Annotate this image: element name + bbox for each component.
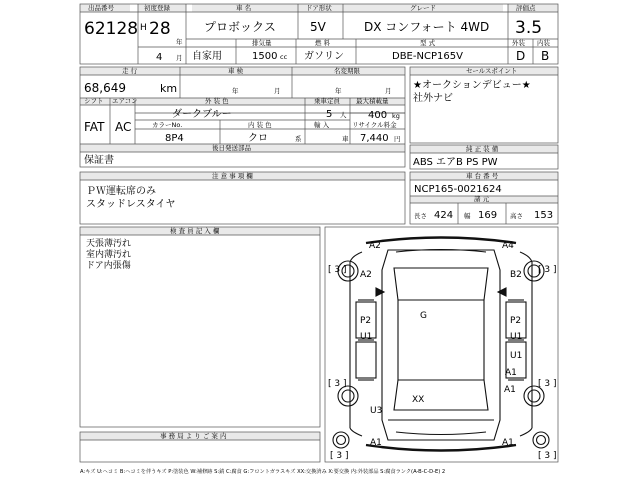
year-unit: 年 [176, 38, 183, 46]
model-code: DBE-NCP165V [392, 51, 463, 62]
notes-line-2: スタッドレスタイヤ [86, 199, 176, 210]
month-unit: 月 [176, 54, 183, 62]
insp-month-unit: 月 [274, 87, 281, 95]
mileage-label: 走 行 [122, 67, 138, 75]
tire-right-rear: [ 3 ] [538, 379, 557, 389]
name-label: 車 名 [236, 4, 252, 12]
reg-label: 初度登録 [144, 4, 170, 12]
ac: AC [115, 120, 132, 134]
disp-label: 排気量 [252, 39, 272, 47]
int-label: 内装 [537, 39, 550, 47]
change-month-unit: 月 [385, 87, 392, 95]
lot-number: 62128 [84, 19, 139, 39]
legend: A:キズ U:ヘコミ B:ヘコミを伴うキズ P:塗装色 W:補修跡 S:錆 C:腐食 G:フロントガラスキズ XX:交換済み X:要交換 内:外装部品 S:腐食ランク(A-B-C-D-E) 2 [80, 469, 446, 475]
mark-a1-right-rear: A1 [505, 368, 517, 378]
chassis-number: NCP165-0021624 [414, 184, 502, 195]
change-label: 名変期限 [334, 67, 360, 75]
mark-g-windshield: G [420, 311, 427, 321]
color: ダークブルー [172, 109, 232, 120]
import-label: 輸 入 [314, 121, 330, 129]
mark-u1-right-rear-door: U1 [510, 351, 523, 361]
tire-spare-right: [ 3 ] [538, 451, 557, 461]
mileage: 68,649 [84, 81, 126, 95]
load-label: 最大積載量 [356, 97, 389, 105]
width-value: 169 [478, 210, 498, 221]
interior-label: 内 装 色 [248, 121, 272, 129]
mark-a4-front-right: A4 [502, 241, 514, 251]
disp-unit: cc [280, 53, 288, 61]
mark-p2-left-door: P2 [360, 316, 372, 326]
usage: 自家用 [192, 51, 222, 62]
tire-spare-left: [ 3 ] [330, 451, 349, 461]
ac-label: エアコン [112, 97, 138, 105]
capacity-label: 乗車定員 [314, 97, 340, 105]
inspection-label: 車 検 [228, 67, 244, 75]
color-no: 8P4 [165, 133, 184, 144]
mark-a1-rear-right: A1 [502, 438, 514, 448]
height-label: 高さ [510, 212, 523, 220]
notes-label: 注 意 事 項 欄 [212, 172, 253, 180]
interior: クロ [248, 133, 268, 144]
model-label: 型 式 [420, 39, 436, 47]
color-no-label: カラーNo. [152, 121, 183, 129]
width-label: 幅 [464, 212, 471, 220]
mark-a1-right-quarter: A1 [504, 385, 516, 395]
tire-left-rear: [ 3 ] [328, 379, 347, 389]
later-docs-value: 保証書 [84, 155, 114, 166]
inspector-line-3: ドア内張傷 [86, 261, 131, 271]
sales-point-line-2: 社外ナビ [413, 93, 453, 104]
grade-label: グレード [410, 4, 436, 12]
shift-label: シフト [84, 97, 104, 105]
shift: FAT [84, 120, 105, 134]
mark-p2-right-door: P2 [510, 316, 522, 326]
office-label: 事 務 局 よ り ご 案 内 [160, 432, 227, 440]
equipment-label: 純 正 装 備 [466, 145, 499, 153]
recycle-label: リサイクル料金 [352, 121, 397, 129]
recycle-fee: 7,440 [360, 133, 389, 144]
mark-a2-left-fender: A2 [360, 270, 372, 280]
capacity-unit: 人 [340, 111, 347, 119]
displacement: 1500 [252, 51, 278, 62]
tire-left-front: [ 3 ] [328, 265, 347, 275]
ext-grade: D [516, 49, 526, 63]
inspector-line-2: 室内薄汚れ [86, 250, 132, 260]
fuel: ガソリン [304, 51, 344, 62]
inspector-label: 検 査 員 記 入 欄 [170, 227, 220, 235]
door-label: ドア形状 [306, 4, 332, 12]
mark-a2-front-left: A2 [369, 241, 381, 251]
grade: DX コンフォート 4WD [364, 20, 490, 34]
interior-unit: 系 [295, 135, 302, 143]
mileage-unit: km [160, 82, 178, 95]
sales-point-label: セールスポイント [466, 67, 518, 75]
length-label: 長さ [414, 212, 427, 220]
score-label: 評価点 [516, 4, 536, 12]
tire-right-front: [ 3 ] [538, 265, 557, 275]
reg-year: 28 [149, 19, 171, 39]
mark-xx-rear-gate: XX [412, 395, 425, 405]
inspector-line-1: 天張薄汚れ [86, 239, 132, 249]
sales-point-line-1: ★オークションデビュー★ [413, 80, 531, 91]
recycle-unit: 円 [394, 135, 401, 143]
mark-b2-right-fender: B2 [510, 270, 522, 280]
mark-u1-right-door: U1 [510, 332, 523, 342]
length-value: 424 [434, 210, 454, 221]
score: 3.5 [515, 18, 543, 38]
equipment-value: ABS エアB PS PW [413, 157, 498, 168]
reg-month: 4 [156, 52, 163, 63]
door-type: 5V [310, 20, 326, 34]
chassis-label: 車 台 番 号 [466, 172, 499, 180]
ext-label: 外装 [512, 39, 525, 47]
mark-u1-left-door: U1 [360, 332, 373, 342]
dims-label: 諸 元 [474, 195, 490, 203]
capacity: 5 [326, 109, 333, 120]
change-year-unit: 年 [335, 87, 342, 95]
fuel-label: 燃 料 [315, 39, 331, 47]
import-unit: 車 [342, 135, 349, 143]
color-label: 外 装 色 [205, 97, 229, 105]
height-value: 153 [534, 210, 554, 221]
later-docs-label: 後日発送部品 [212, 144, 251, 152]
load-unit: kg [392, 112, 400, 120]
car-name: プロボックス [204, 20, 276, 34]
max-load: 400 [368, 110, 388, 121]
lot-label: 出品番号 [88, 4, 114, 12]
insp-year-unit: 年 [232, 87, 239, 95]
notes-line-1: ＰＷ運転席のみ [86, 186, 156, 197]
year-era: H [140, 23, 147, 33]
mark-u3-left-rear: U3 [370, 406, 383, 416]
int-grade: B [541, 49, 550, 63]
mark-a1-rear-left: A1 [370, 438, 382, 448]
